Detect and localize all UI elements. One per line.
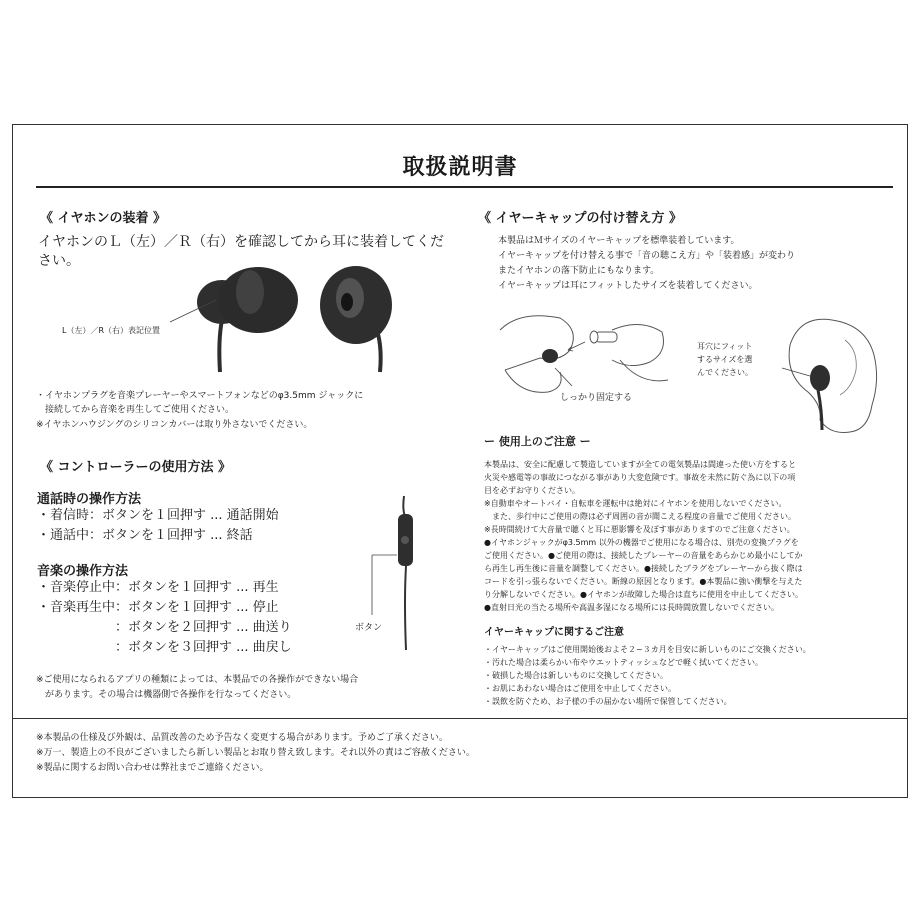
call-operation-title: 通話時の操作方法	[37, 492, 142, 507]
music-operation-title: 音楽の操作方法	[37, 564, 129, 579]
eartip-line-3: またイヤホンの落下防止にもなります。	[498, 266, 660, 276]
eartip-care-line-5: ・誤飲を防ぐため、お子様の手の届かない場所で保管してください。	[484, 697, 732, 706]
eartip-heading: 《 イヤーキャップの付け替え方 》	[478, 211, 683, 226]
caution-line-8: ご使用ください。●ご使用の際は、接続したプレーヤーの音量をあらかじめ最小にしてか	[484, 551, 803, 560]
eartip-care-heading: イヤーキャップに関するご注意	[484, 627, 624, 638]
footer-note-3: ※製品に関するお問い合わせは弊社までご連絡ください。	[36, 763, 269, 773]
caution-heading: ー 使用上のご注意 ー	[484, 435, 591, 448]
caution-line-1: 本製品は、安全に配慮して製造していますが全ての電気製品は間違った使い方をすると	[484, 460, 796, 469]
button-label: ボタン	[355, 623, 383, 633]
caution-line-5: また、歩行中にご使用の際は必ず周囲の音が聞こえる程度の音量でご使用ください。	[484, 512, 796, 521]
eartip-small	[542, 349, 558, 363]
music-line-3: ：ボタンを２回押す ... 曲送り	[37, 620, 292, 635]
controller-heading: 《 コントローラーの使用方法 》	[40, 460, 232, 475]
caution-line-11: り分解しないでください。●イヤホンが故障した場合は直ちに使用を中止してください。	[484, 590, 803, 599]
call-line-2: ・通話中：ボタンを１回押す ... 終話	[37, 528, 253, 543]
eartip-care-line-2: ・汚れた場合は柔らかい布やウエットティッシュなどで軽く拭いてください。	[484, 658, 764, 667]
page-title: 取扱説明書	[402, 155, 518, 180]
controller-note-2: があります。その場合は機器側で各操作を行なってください。	[36, 690, 297, 700]
earbud-in-ear	[810, 365, 830, 391]
caution-line-9: ら再生し再生後に音量を調整してください。●接続したプラグをプレーヤーから抜く際は	[484, 564, 803, 573]
footer-divider	[12, 718, 908, 719]
music-line-2: ・音楽再生中：ボタンを１回押す ... 停止	[37, 600, 279, 615]
eartip-care-line-1: ・イヤーキャップはご使用開始後およそ２~３カ月を目安に新しいものにご交換ください。	[484, 645, 811, 654]
eartip-line-2: イヤーキャップを付け替える事で「音の聴こえ方」や「装着感」が変わり	[498, 251, 796, 261]
fix-caption: しっかり固定する	[560, 393, 633, 403]
fit-caption-1: 耳穴にフィット	[697, 342, 753, 351]
music-line-1: ・音楽停止中：ボタンを１回押す ... 再生	[37, 580, 279, 595]
ear-outline	[789, 319, 876, 432]
wearing-note-3: ※イヤホンハウジングのシリコンカバーは取り外さないでください。	[36, 420, 313, 430]
music-line-4: ：ボタンを３回押す ... 曲戻し	[37, 640, 292, 655]
eartip-care-line-3: ・破損した場合は新しいものに交換してください。	[484, 671, 668, 680]
wearing-heading: 《 イヤホンの装着 》	[40, 211, 167, 226]
caution-line-2: 火災や感電等の事故につながる事があり大変危険です。事故を未然に防ぐ為に以下の項	[484, 473, 796, 482]
eartip-line-4: イヤーキャップは耳にフィットしたサイズを装着してください。	[498, 281, 758, 291]
caution-line-6: ※長時間続けて大音量で聴くと耳に悪影響を及ぼす事がありますのでご注意ください。	[484, 525, 795, 534]
eartip-line-1: 本製品はＭサイズのイヤーキャップを標準装着しています。	[498, 236, 740, 246]
controller-note-1: ※ご使用になられるアプリの種類によっては、本製品での各操作ができない場合	[36, 675, 359, 685]
wearing-note-1: ・イヤホンプラグを音楽プレーヤーやスマートフォンなどのφ3.5mm ジャックに	[36, 391, 364, 401]
call-line-1: ・着信時：ボタンを１回押す ... 通話開始	[37, 508, 279, 523]
lr-position-caption: L（左）／R（右）表記位置	[62, 326, 161, 335]
fit-caption-3: んでください。	[697, 368, 753, 377]
caution-line-7: ●イヤホンジャックがφ3.5mm 以外の機器でご使用になる場合は、別売の変換プラグを	[484, 538, 799, 547]
caution-line-12: ●直射日光の当たる場所や高温多湿になる場所には長時間放置しないでください。	[484, 603, 779, 612]
eartip-care-line-4: ・お肌にあわない場合はご使用を中止してください。	[484, 684, 676, 693]
caution-line-10: コードを引っ張らないでください。断線の原因となります。●本製品に強い衝撃を与えた	[484, 577, 803, 586]
wearing-note-2: 接続してから音楽を再生してご使用ください。	[36, 405, 235, 415]
wearing-lead: イヤホンのＬ（左）／Ｒ（右）を確認してから耳に装着してください。	[38, 234, 444, 269]
fit-caption-2: するサイズを選	[697, 355, 753, 364]
footer-note-1: ※本製品の仕様及び外観は、品質改善のため予告なく変更する場合があります。予めご了承ください。	[36, 733, 448, 743]
caution-line-4: ※自動車やオートバイ・自転車を運転中は絶対にイヤホンを使用しないでください。	[484, 499, 787, 508]
footer-note-2: ※万一、製造上の不良がございましたら新しい製品とお取り替え致します。それ以外の責はご容赦ください。	[36, 748, 475, 758]
caution-line-3: 目を必ずお守りください。	[484, 486, 580, 495]
